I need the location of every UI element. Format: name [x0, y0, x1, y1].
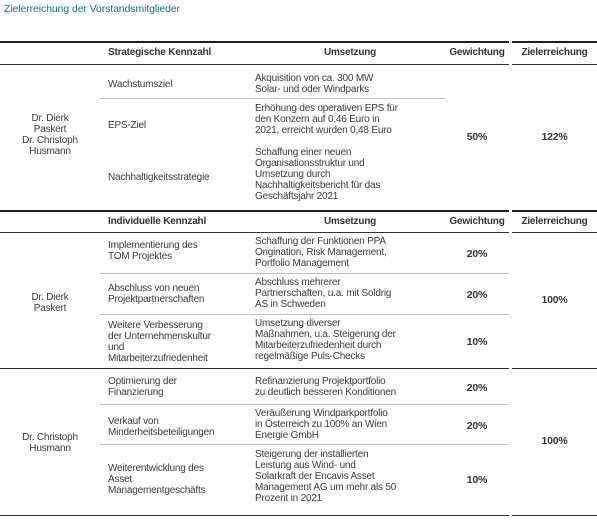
weighting-value: 20% [466, 289, 488, 301]
implementation-line: Prozent in 2021 [255, 493, 323, 504]
kpi-label: Weitere Verbesserung [108, 320, 203, 331]
header-top-rule [0, 41, 597, 43]
board-members-names [0, 113, 100, 157]
implementation-line: Akquisition von ca. 300 MW [255, 73, 374, 84]
kpi-label: Wachstumsziel [108, 79, 173, 90]
member-name-line: Paskert [33, 303, 67, 314]
implementation-line: regelmäßige Puls-Checks [255, 351, 365, 362]
implementation-growth [255, 73, 445, 95]
implementation-line: Mitarbeiterzufriedenheit durch [255, 340, 382, 351]
implementation-line: Geschäftsjahr 2021 [255, 191, 339, 202]
achievement-value: 122% [541, 131, 568, 143]
member-name-paskert [0, 292, 100, 314]
kpi-label: Implementierung des [108, 240, 198, 251]
implementation-financing [255, 376, 445, 398]
kpi-label: Managementgeschäfts [108, 485, 206, 496]
implementation-asset-management [255, 449, 445, 504]
member-name-line: Husmann [29, 146, 71, 157]
header-weighting: Gewichtung [449, 47, 505, 58]
implementation-line: zu deutlich besseren Konditionen [255, 387, 396, 398]
header-weighting: Gewichtung [449, 216, 505, 227]
column-gap [509, 40, 512, 518]
implementation-line: Schaffung der Funktionen PPA [255, 236, 386, 247]
weighting-value: 20% [466, 420, 488, 432]
implementation-line: Nachhaltigkeitsbericht für das [255, 180, 381, 191]
implementation-line: Energie GmbH [255, 430, 319, 441]
implementation-line: Management AG um mehr als 50 [255, 482, 397, 493]
header-bottom-rule [0, 64, 597, 65]
kpi-label: Optimierung der [108, 376, 177, 387]
kpi-growth-target [108, 79, 172, 90]
kpi-asset-management [108, 463, 205, 496]
kpi-sustainability-strategy [108, 172, 209, 183]
implementation-line: Organisationsstruktur und [255, 158, 365, 169]
row-divider [100, 273, 509, 274]
kpi-label: TOM Projektes [108, 251, 172, 262]
implementation-tom [255, 236, 445, 269]
kpi-label: Asset [108, 474, 133, 485]
implementation-line: Maßnahmen, u.a. Steigerung der [255, 329, 396, 340]
implementation-line: Steigerung der installierten [255, 449, 369, 460]
member-name-line: Dr. Christoph [22, 432, 78, 443]
implementation-line: 2021, erreicht wurden 0,48 Euro [255, 125, 392, 136]
kpi-label: Minderheitsbeteiligungen [108, 427, 215, 438]
implementation-eps [255, 103, 445, 136]
weighting-value: 10% [466, 336, 488, 348]
kpi-label: Weiterentwicklung des [108, 463, 204, 474]
implementation-line: Refinanzierung Projektportfolio [255, 376, 386, 387]
section-divider [0, 368, 597, 369]
row-divider [100, 98, 445, 99]
row-divider [100, 314, 509, 315]
table-bottom-rule [0, 515, 597, 516]
implementation-line: den Konzern auf 0,46 Euro in [255, 114, 380, 125]
kpi-minority-stakes [108, 416, 214, 438]
header-individual-kpi: Individuelle Kennzahl [108, 216, 207, 227]
implementation-line: in Österreich zu 100% an Wien [255, 419, 388, 430]
implementation-line: AS in Schweden [255, 299, 326, 310]
header-implementation: Umsetzung [323, 47, 377, 58]
header-implementation: Umsetzung [323, 216, 377, 227]
row-divider [100, 444, 509, 445]
weighting-value: 20% [466, 382, 488, 394]
implementation-line: Solarkraft der Encavis Asset [255, 471, 375, 482]
implementation-sustainability [255, 147, 445, 202]
kpi-label: und [108, 342, 125, 353]
kpi-label: Projektpartnerschaften [108, 294, 205, 305]
member-name-line: Paskert [33, 124, 67, 135]
kpi-label: Abschluss von neuen [108, 283, 200, 294]
implementation-line: Erhöhung des operativen EPS für [255, 103, 398, 114]
implementation-line: Umsetzung diverser [255, 318, 341, 329]
header-strategic-kpi: Strategische Kennzahl [108, 47, 212, 58]
member-name-line: Husmann [29, 443, 71, 454]
implementation-line: Schaffung einer neuen [255, 147, 352, 158]
weighting-value: 20% [466, 248, 488, 260]
member-name-line: Dr. Dierk [31, 292, 69, 303]
header-target-achievement: Zielerreichung [521, 216, 588, 227]
implementation-culture [255, 318, 445, 362]
section-divider [0, 210, 597, 212]
kpi-label: Finanzierung [108, 387, 164, 398]
kpi-label: EPS-Ziel [108, 120, 146, 131]
kpi-eps-target [108, 120, 146, 131]
header-bottom-rule [0, 232, 597, 233]
kpi-label: Verkauf von [108, 416, 159, 427]
member-name-husmann [0, 432, 100, 454]
implementation-line: Solar- und oder Windparks [255, 84, 369, 95]
kpi-tom-project [108, 240, 198, 262]
member-name-line: Dr. Christoph [22, 135, 78, 146]
weighting-value: 50% [466, 131, 488, 143]
achievement-value: 100% [541, 294, 568, 306]
implementation-line: Partnerschaften, u.a. mit Soldrig [255, 288, 392, 299]
implementation-line: Umsetzung durch [255, 169, 331, 180]
member-name-line: Dr. Dierk [31, 113, 69, 124]
achievement-value: 100% [541, 435, 568, 447]
implementation-minority-stakes [255, 408, 445, 441]
implementation-line: Abschluss mehrerer [255, 277, 341, 288]
row-divider [100, 404, 509, 405]
kpi-label: Nachhaltigkeitsstrategie [108, 172, 210, 183]
weighting-value: 10% [466, 474, 488, 486]
implementation-line: Veräußerung Windparkportfolio [255, 408, 388, 419]
kpi-project-partnerships [108, 283, 204, 305]
implementation-line: Portfolio Management [255, 258, 349, 269]
page-title: Zielerreichung der Vorstandsmitglieder [4, 3, 180, 15]
kpi-financing-optimization [108, 376, 177, 398]
kpi-label: Mitarbeiterzufriedenheit [108, 353, 208, 364]
kpi-corporate-culture [108, 320, 211, 364]
kpi-label: der Unternehmenskultur [108, 331, 211, 342]
implementation-line: Origination, Risk Management, [255, 247, 387, 258]
implementation-line: Leistung aus Wind- und [255, 460, 356, 471]
header-target-achievement: Zielerreichung [521, 47, 588, 58]
implementation-partnerships [255, 277, 445, 310]
